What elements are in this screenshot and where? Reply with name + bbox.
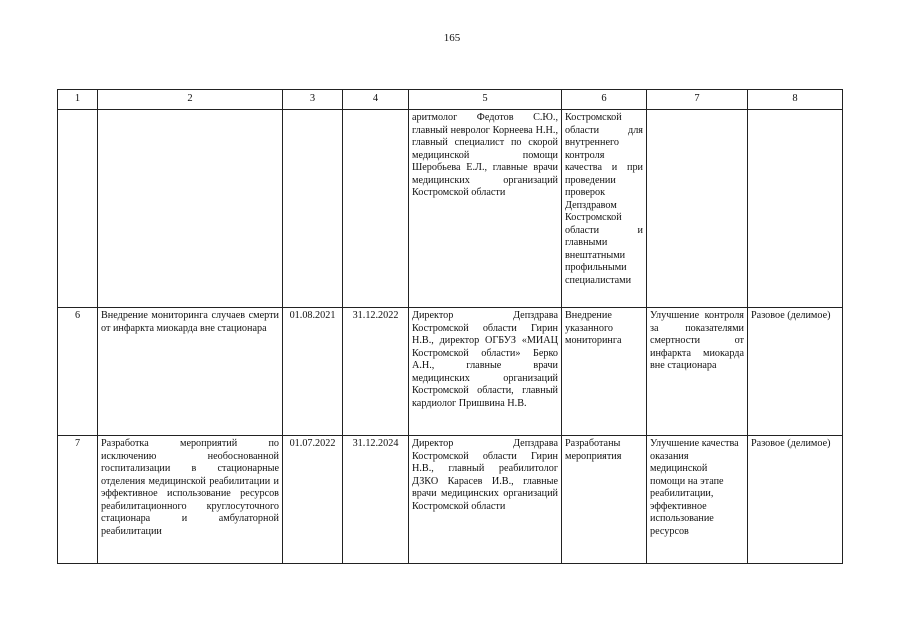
- result-cell: Разработаны мероприятия: [562, 436, 647, 564]
- row-number: 6: [58, 308, 98, 436]
- responsible-cell: Директор Депздрава Костромской области Гирин Н.В., директор ОГБУЗ «МИАЦ Костромской области» Берко А.Н., главные врачи медицинских организаций Костромской области, главный кардиолог Пришвина Н.В.: [409, 308, 562, 436]
- end-date-cell: 31.12.2022: [343, 308, 409, 436]
- indicator-cell: Улучшение контроля за показателями смертности от инфаркта миокарда вне стационара: [647, 308, 748, 436]
- start-date-cell: [283, 110, 343, 308]
- table-row: [58, 436, 843, 564]
- table-row: [58, 308, 843, 436]
- table-row: [58, 110, 843, 308]
- indicator-cell: Улучшение качества оказания медицинской помощи на этапе реабилитации, эффективное использование ресурсов: [647, 436, 748, 564]
- action-cell: Разработка мероприятий по исключению необоснованной госпитализации в стационарные отделения медицинской реабилитации и эффективное использование ресурсов реабилитационного круглосуточного стационара и амбулаторной реабилитации: [98, 436, 283, 564]
- start-date-cell: 01.08.2021: [283, 308, 343, 436]
- column-header: 3: [283, 90, 343, 110]
- responsible-cell: аритмолог Федотов С.Ю., главный невролог Корнеева Н.Н., главный специалист по скорой медицинской помощи Шеробьева Е.Л., главные врачи медицинских организаций Костромской области: [409, 110, 562, 308]
- type-cell: Разовое (делимое): [748, 436, 843, 564]
- column-header: 6: [562, 90, 647, 110]
- page-number: 165: [443, 32, 461, 44]
- column-header: 4: [343, 90, 409, 110]
- type-cell: Разовое (делимое): [748, 308, 843, 436]
- column-header: 8: [748, 90, 843, 110]
- column-header: 7: [647, 90, 748, 110]
- table-header-row: [58, 90, 843, 110]
- result-cell: Костромской области для внутреннего контроля качества и при проведении проверок Депздравом Костромской области и главными внештатными профильными специалистами: [562, 110, 647, 308]
- end-date-cell: [343, 110, 409, 308]
- row-number: [58, 110, 98, 308]
- indicator-cell: [647, 110, 748, 308]
- plan-table: [57, 89, 843, 564]
- result-cell: Внедрение указанного мониторинга: [562, 308, 647, 436]
- column-header: 5: [409, 90, 562, 110]
- start-date-cell: 01.07.2022: [283, 436, 343, 564]
- responsible-cell: Директор Депздрава Костромской области Гирин Н.В., главный реабилитолог ДЗКО Карасев И.В., главные врачи медицинских организаций Костромской области: [409, 436, 562, 564]
- column-header: 2: [98, 90, 283, 110]
- end-date-cell: 31.12.2024: [343, 436, 409, 564]
- type-cell: [748, 110, 843, 308]
- column-header: 1: [58, 90, 98, 110]
- action-cell: [98, 110, 283, 308]
- action-cell: Внедрение мониторинга случаев смерти от инфаркта миокарда вне стационара: [98, 308, 283, 436]
- row-number: 7: [58, 436, 98, 564]
